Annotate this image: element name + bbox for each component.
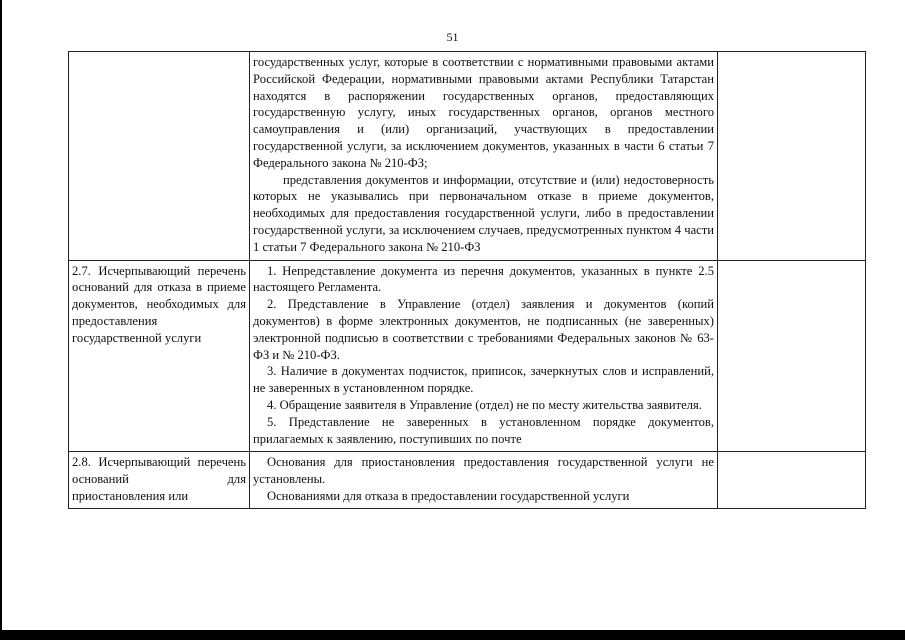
- row-name-cell: 2.7. Исчерпывающий перечень оснований для отказа в приеме документов, необходимых для предоставления государственной услуги: [69, 260, 250, 452]
- table-row: [69, 52, 866, 261]
- content-paragraph: государственных услуг, которые в соответствии с нормативными правовыми актами Российской Федерации, нормативными правовыми актами Республики Татарстан находятся в распоряжении государственных органов, предоставляющих государственную услугу, иных государственных органов, органов местного самоуправления и (или) организаций, участвующих в предоставлении государственной услуги, за исключением документов, указанных в части 6 статьи 7 Федерального закона № 210-ФЗ;: [253, 55, 714, 170]
- regulation-table: [68, 51, 866, 509]
- content-paragraph: 2. Представление в Управление (отдел) заявления и документов (копий документов) в форме электронных документов, не подписанных (не заверенных) электронной подписью в соответствии с требованиями Федеральных законов № 63-ФЗ и № 210-ФЗ.: [253, 297, 714, 362]
- row-note-cell: [718, 52, 866, 261]
- row-content-cell: [250, 260, 718, 452]
- table-row: [69, 260, 866, 452]
- row-content-cell: [250, 452, 718, 509]
- row-name-cell: [69, 52, 250, 261]
- row-note-cell: [718, 452, 866, 509]
- content-paragraph: 1. Непредставление документа из перечня документов, указанных в пункте 2.5 настоящего Регламента.: [253, 263, 714, 295]
- content-paragraph: представления документов и информации, отсутствие и (или) недостоверность которых не указывались при первоначальном отказе в приеме документов, необходимых для предоставления государственной услуги, либо в предоставлении государственной услуги, за исключением случаев, предусмотренных пунктом 4 части 1 статьи 7 Федерального закона № 210-ФЗ: [253, 172, 714, 254]
- row-name-text: 2.8. Исчерпывающий перечень оснований для приостановления или: [72, 455, 246, 503]
- row-content-text: [253, 454, 714, 504]
- row-name-cell: [69, 452, 250, 509]
- scan-edge-bottom: [0, 630, 905, 640]
- row-content-cell: [250, 52, 718, 261]
- scan-edge-left: [0, 0, 2, 640]
- row-note-cell: [718, 260, 866, 452]
- page-number: 51: [446, 30, 459, 44]
- table-row: [69, 452, 866, 509]
- content-paragraph: 5. Представление не заверенных в установленном порядке документов, прилагаемых к заявлению, поступивших по почте: [253, 414, 714, 446]
- content-paragraph: 3. Наличие в документах подчисток, приписок, зачеркнутых слов и исправлений, не заверенных в установленном порядке.: [253, 364, 714, 396]
- content-paragraph: Основания для приостановления предоставления государственной услуги не установлены.: [253, 455, 714, 487]
- content-paragraph: Основаниями для отказа в предоставлении государственной услуги: [267, 488, 630, 503]
- content-paragraph: 4. Обращение заявителя в Управление (отдел) не по месту жительства заявителя.: [267, 397, 702, 412]
